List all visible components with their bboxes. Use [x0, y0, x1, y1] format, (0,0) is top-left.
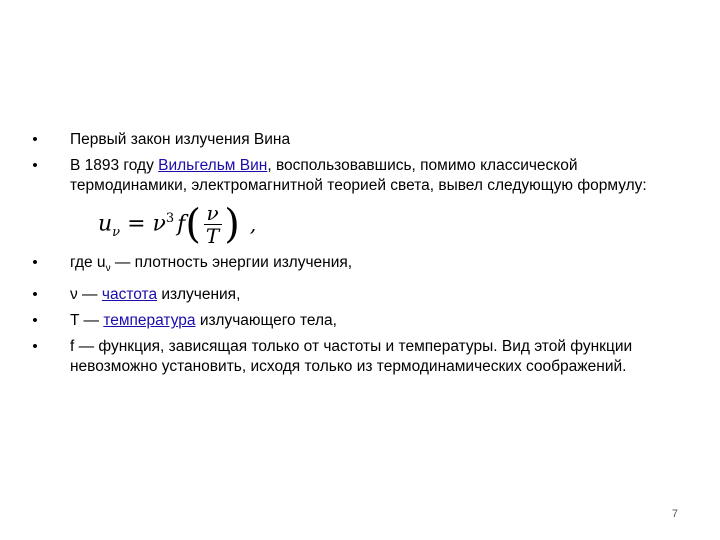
formula-lhs-sub: ν	[112, 224, 121, 240]
bullet-text	[70, 285, 688, 305]
energy-suffix: — плотность энергии излучения,	[110, 254, 353, 271]
formula-close-paren: )	[224, 201, 240, 248]
bullet-item-function	[28, 337, 688, 377]
page-number: 7	[671, 508, 678, 520]
frequency-suffix: излучения,	[157, 286, 241, 304]
bullet-text	[70, 253, 688, 279]
temperature-prefix: T —	[70, 312, 104, 330]
bullet-item-energy	[28, 253, 688, 279]
bullet-text: Первый закон излучения Вина	[70, 131, 291, 148]
formula-eq: =	[120, 211, 153, 237]
bullet-item-history	[28, 156, 688, 248]
bullet-item-temperature	[28, 311, 688, 331]
formula-tail: ,	[249, 211, 257, 236]
bullet-text	[70, 156, 688, 248]
bullet-item-frequency	[28, 285, 688, 305]
bullet-dot: •	[32, 157, 38, 174]
temperature-suffix: излучающего тела,	[195, 312, 337, 330]
formula-fraction	[203, 202, 222, 247]
bullet-text	[70, 311, 688, 331]
bullet-dot: •	[32, 338, 38, 356]
bullet-text: f — функция, зависящая только от частоты и температуры. Вид этой функции невозможно установить, исходя только из термодинамических соображений.	[70, 338, 633, 376]
formula-denominator: T	[205, 224, 220, 248]
bullet-dot: •	[32, 131, 38, 148]
wien-formula	[98, 202, 256, 247]
frequency-link[interactable]: частота	[101, 286, 158, 304]
formula-exp: 3	[165, 211, 175, 227]
formula-func: f	[177, 211, 186, 237]
bullet-list	[28, 130, 688, 377]
frequency-prefix: ν —	[70, 286, 102, 304]
history-suffix: , воспользовавшись, помимо классической термодинамики, электромагнитной теорией света, вывел следующую формулу:	[70, 157, 647, 194]
formula-numerator: ν	[204, 202, 222, 225]
energy-sub: ν	[105, 263, 111, 275]
bullet-dot: •	[32, 254, 38, 271]
formula-base: ν	[152, 211, 166, 237]
history-prefix: В 1893 году	[70, 157, 159, 174]
wien-link[interactable]: Вильгельм Вин	[158, 157, 268, 174]
bullet-item-title	[28, 130, 688, 150]
bullet-dot: •	[32, 312, 38, 330]
energy-prefix: где u	[70, 254, 106, 271]
temperature-link[interactable]: температура	[103, 312, 196, 330]
bullet-dot: •	[32, 286, 38, 304]
formula-open-paren: (	[185, 201, 201, 248]
formula-lhs: u	[98, 211, 113, 237]
